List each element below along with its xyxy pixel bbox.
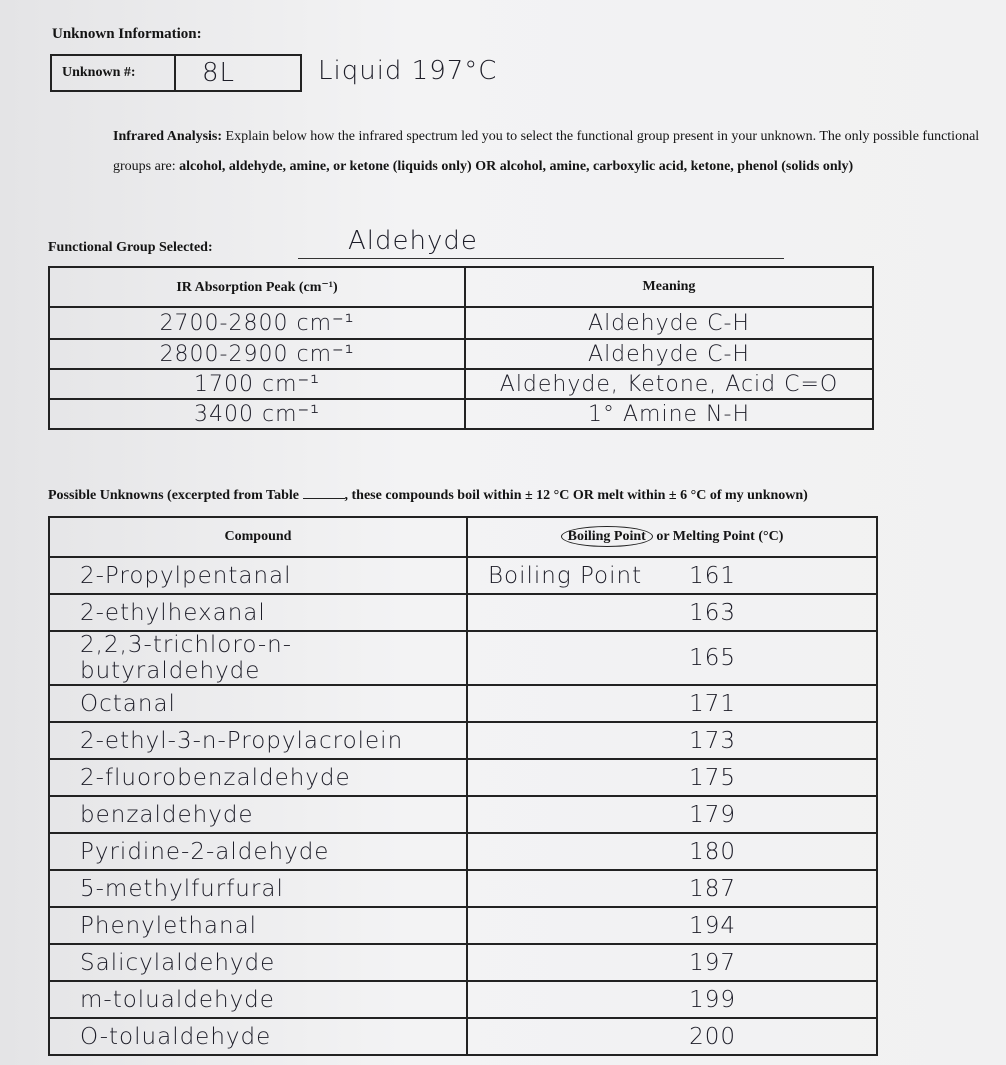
boiling-point-value[interactable] <box>467 759 877 796</box>
boiling-point-number: 163 <box>689 599 736 626</box>
compound-row <box>49 685 877 722</box>
compound-table-header <box>49 517 877 557</box>
unknown-note: Liquid 197°C <box>318 56 498 86</box>
ir-peak[interactable]: 2700-2800 cm⁻¹ <box>49 307 465 339</box>
boiling-point-value[interactable] <box>467 981 877 1018</box>
compound-name[interactable]: 2-ethyl-3-n-Propylacrolein <box>49 722 467 759</box>
compound-name[interactable]: Octanal <box>49 685 467 722</box>
boiling-point-number: 187 <box>689 875 736 902</box>
boiling-point-number: 175 <box>689 764 736 791</box>
boiling-point-number: 165 <box>689 645 736 671</box>
functional-group-value[interactable]: Aldehyde <box>348 226 478 256</box>
compound-name[interactable]: 2-Propylpentanal <box>49 557 467 594</box>
compound-row <box>49 722 877 759</box>
compound-name[interactable]: 2-fluorobenzaldehyde <box>49 759 467 796</box>
unknown-info-heading: Unknown Information: <box>52 26 202 42</box>
compound-name[interactable]: 2-ethylhexanal <box>49 594 467 631</box>
compound-name[interactable]: Pyridine-2-aldehyde <box>49 833 467 870</box>
boiling-point-number: 171 <box>689 690 736 717</box>
functional-group-label: Functional Group Selected: <box>48 240 213 255</box>
boiling-point-value[interactable] <box>467 907 877 944</box>
compound-row <box>49 557 877 594</box>
ir-row <box>49 399 873 429</box>
compound-name[interactable]: 5-methylfurfural <box>49 870 467 907</box>
compound-name[interactable]: m-tolualdehyde <box>49 981 467 1018</box>
boiling-point-number: 194 <box>689 912 736 939</box>
possible-unknowns-lead: Possible Unknowns <box>48 488 164 503</box>
compound-row <box>49 759 877 796</box>
possible-unknowns-caption <box>48 488 808 504</box>
boiling-point-value[interactable] <box>467 870 877 907</box>
boiling-point-value[interactable] <box>467 631 877 685</box>
unknown-number-label: Unknown #: <box>52 56 176 90</box>
boiling-point-number: 161 <box>689 562 736 589</box>
compound-row <box>49 1018 877 1055</box>
ir-liquids-groups: alcohol, aldehyde, amine, or ketone (liquids only) <box>179 159 472 174</box>
boiling-point-number: 173 <box>689 727 736 754</box>
ir-row <box>49 339 873 369</box>
boiling-point-value[interactable] <box>467 685 877 722</box>
compound-row <box>49 907 877 944</box>
ir-instructions-text: Explain below how the infrared spectrum led you to select the functional group present in your unknown. The only possible functional groups are: <box>113 129 980 174</box>
compound-row <box>49 796 877 833</box>
boiling-point-value[interactable] <box>467 796 877 833</box>
boiling-point-value[interactable] <box>467 557 877 594</box>
bp-header-circled: Boiling Point <box>561 526 653 547</box>
compound-row <box>49 944 877 981</box>
ir-meaning[interactable]: Aldehyde, Ketone, Acid C=O <box>465 369 873 399</box>
boiling-point-value[interactable] <box>467 594 877 631</box>
boiling-point-number: 180 <box>689 838 736 865</box>
table-number-blank[interactable] <box>303 498 345 499</box>
boiling-point-value[interactable] <box>467 833 877 870</box>
unknown-number-value[interactable]: 8L <box>202 58 236 88</box>
compound-row <box>49 981 877 1018</box>
possible-unknowns-rest: (excerpted from Table <box>163 488 303 503</box>
boiling-point-number: 199 <box>689 986 736 1013</box>
ir-peak[interactable]: 2800-2900 cm⁻¹ <box>49 339 465 369</box>
ir-meaning[interactable]: 1° Amine N-H <box>465 399 873 429</box>
ir-row <box>49 307 873 339</box>
functional-group-line <box>298 258 784 259</box>
boiling-point-number: 200 <box>689 1023 736 1050</box>
compound-row <box>49 594 877 631</box>
compound-row <box>49 833 877 870</box>
ir-table <box>48 266 874 430</box>
bp-header-rest: or Melting Point (°C) <box>652 529 784 544</box>
compound-name[interactable]: benzaldehyde <box>49 796 467 833</box>
ir-row <box>49 369 873 399</box>
ir-solids-groups: alcohol, amine, carboxylic acid, ketone, phenol (solids only) <box>499 159 854 174</box>
boiling-point-value[interactable] <box>467 1018 877 1055</box>
boiling-point-value[interactable] <box>467 722 877 759</box>
possible-unknowns-end: , these compounds boil within ± 12 °C OR melt within ± 6 °C of my unknown) <box>344 488 808 503</box>
ir-table-header <box>49 267 873 307</box>
boiling-point-note: Boiling Point <box>488 562 643 589</box>
ir-header-meaning: Meaning <box>465 267 873 307</box>
boiling-point-number: 179 <box>689 801 736 828</box>
compound-row <box>49 870 877 907</box>
compound-table <box>48 516 878 1056</box>
bp-header <box>467 517 877 557</box>
compound-name[interactable]: O-tolualdehyde <box>49 1018 467 1055</box>
compound-name[interactable]: Salicylaldehyde <box>49 944 467 981</box>
ir-instructions <box>113 122 983 182</box>
ir-meaning[interactable]: Aldehyde C-H <box>465 307 873 339</box>
boiling-point-value[interactable] <box>467 944 877 981</box>
compound-name[interactable]: 2,2,3-trichloro-n-butyraldehyde <box>49 631 467 685</box>
ir-peak[interactable]: 3400 cm⁻¹ <box>49 399 465 429</box>
ir-header-peak: IR Absorption Peak (cm⁻¹) <box>49 267 465 307</box>
compound-header: Compound <box>49 517 467 557</box>
compound-table-body <box>49 557 877 1055</box>
ir-or: OR <box>471 159 500 174</box>
unknown-number-box <box>50 54 302 92</box>
compound-row <box>49 631 877 685</box>
boiling-point-number: 197 <box>689 949 736 976</box>
ir-peak[interactable]: 1700 cm⁻¹ <box>49 369 465 399</box>
compound-name[interactable]: Phenylethanal <box>49 907 467 944</box>
ir-meaning[interactable]: Aldehyde C-H <box>465 339 873 369</box>
ir-instructions-lead: Infrared Analysis: <box>113 129 223 144</box>
